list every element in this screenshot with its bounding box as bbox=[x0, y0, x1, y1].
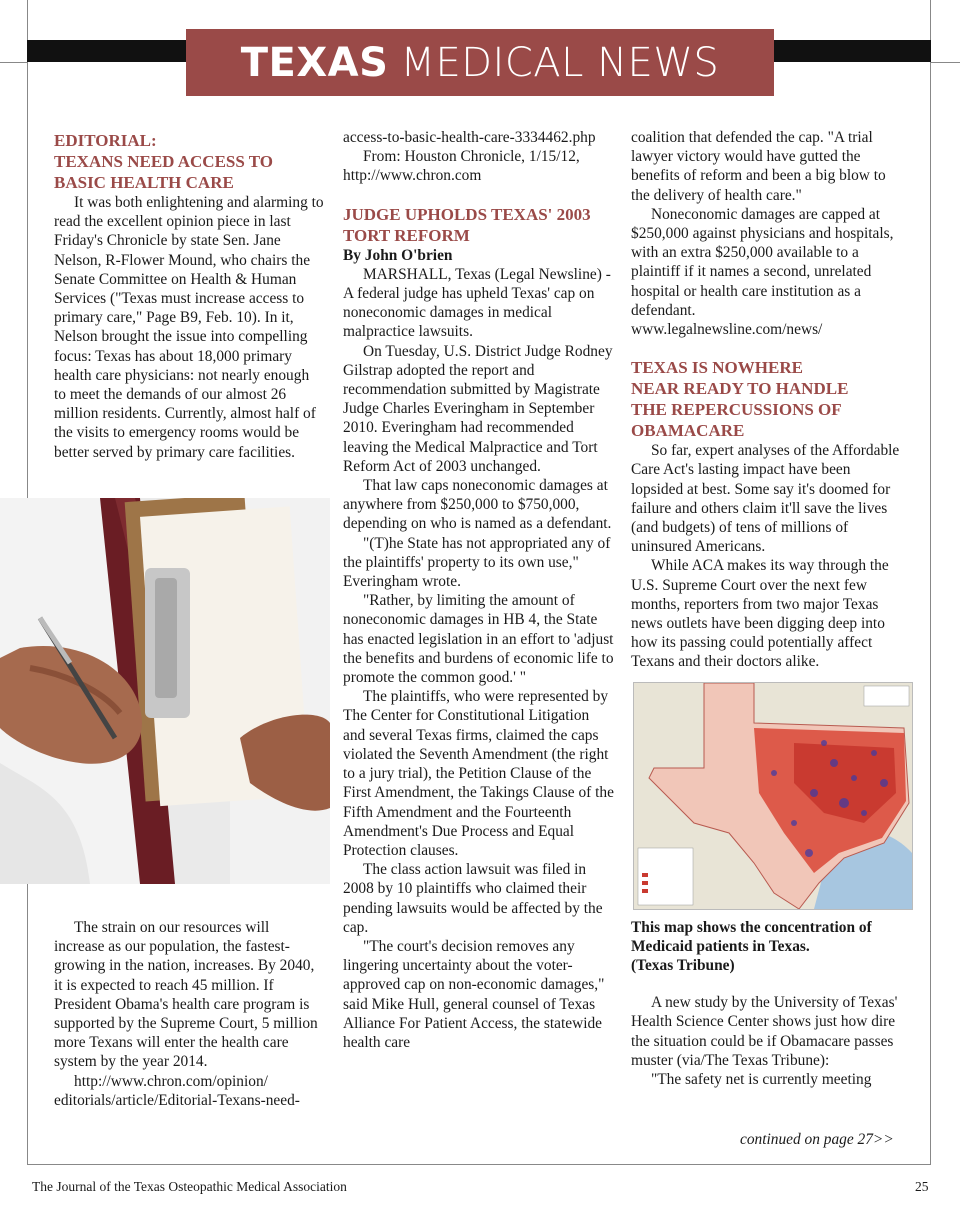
editorial-column-continued bbox=[54, 918, 322, 1110]
editorial-paragraph-1: It was both enlightening and alarming to read the excellent opinion piece in last Friday's Chronicle by state Sen. Jane Nelson, R-Flower Mound, who chairs the Senate Committee on Health & Human Services ("Texas must increase access to primary care," Page B9, Feb. 10). In it, Nelson brought the issue into compelling focus: Texas has about 18,000 primary health care physicians: not nearly enough to meet the demands of our almost 26 million residents. Currently, almost half of the visits to emergency rooms would be better served by primary care facilities. bbox=[54, 194, 324, 461]
frame-tick-right bbox=[931, 62, 960, 63]
judge-paragraph-6: The plaintiffs, who were represented by The Center for Constitutional Litigation and several Texas firms, claimed the caps violated the Seventh Amendment (the right to a jury trial), the Petition Clause of the First Amendment, the Takings Clause of the Fifth Amendment and the Fourteenth Amendment's Due Process and Equal Protection clauses. bbox=[343, 688, 614, 859]
obamacare-paragraph-1: So far, expert analyses of the Affordable Care Act's lasting impact have been lopsided at best. Some say it's doomed for failure and others claim it'll save the lives (and budgets) of tens of millions of uninsured Americans. bbox=[631, 442, 900, 556]
editorial-url-b[interactable]: editorials/article/Editorial-Texans-need- bbox=[54, 1091, 300, 1109]
judge-paragraph-8: "The court's decision removes any lingering uncertainty about the voter-approved cap on non-economic damages," said Mike Hull, general counsel of Texas Alliance For Patient Access, the statewide health care bbox=[343, 937, 605, 1051]
masthead bbox=[186, 29, 774, 96]
judge-paragraph-10: Noneconomic damages are capped at $250,000 against physicians and hospitals, with an extra $250,000 available to a plaintiff if it names a second, unrelated hospital or health care institution as a defendant. bbox=[631, 205, 894, 319]
frame-bottom-rule bbox=[27, 1164, 931, 1165]
editorial-source: From: Houston Chronicle, 1/15/12, bbox=[363, 148, 580, 166]
obamacare-heading-1: TEXAS IS NOWHERE bbox=[631, 358, 803, 378]
obamacare-column bbox=[631, 128, 906, 1089]
judge-paragraph-5: "Rather, by limiting the amount of noneconomic damages in HB 4, the State has enacted legislation in an effort to 'adjust the benefits and burdens of economic life to promote the common good.' " bbox=[343, 592, 614, 687]
frame-tick-left bbox=[0, 62, 27, 63]
editorial-heading-1: EDITORIAL: bbox=[54, 131, 157, 150]
editorial-paragraph-2: The strain on our resources will increase as our population, the fastest-growing in the nation, increases. By 2040, it is expected to reach 45 million. If President Obama's health care program is supported by the Supreme Court, 5 million more Texans will enter the health care system by the year 2014. bbox=[54, 919, 318, 1071]
judge-heading-1: JUDGE UPHOLDS TEXAS' 2003 bbox=[343, 204, 591, 224]
judge-paragraph-1: MARSHALL, Texas (Legal Newsline) - A federal judge has upheld Texas' cap on noneconomic damages in medical malpractice lawsuits. bbox=[343, 265, 611, 341]
editorial-source-url[interactable]: http://www.chron.com bbox=[343, 167, 482, 185]
editorial-column bbox=[54, 130, 324, 462]
page-number: 25 bbox=[915, 1179, 929, 1194]
masthead-bold: TEXAS bbox=[240, 39, 389, 86]
editorial-heading-3: BASIC HEALTH CARE bbox=[54, 173, 234, 192]
masthead-light: MEDICAL NEWS bbox=[400, 39, 720, 86]
judge-paragraph-9: coalition that defended the cap. "A trial lawyer victory would have gutted the benefits of reform and been a big blow to the delivery of health care." bbox=[631, 129, 886, 204]
frame-right-rule bbox=[930, 0, 931, 1165]
continued-note: continued on page 27>> bbox=[740, 1131, 894, 1148]
judge-column bbox=[343, 128, 615, 1052]
map-caption-2: Medicaid patients in Texas. bbox=[631, 937, 810, 955]
judge-paragraph-2: On Tuesday, U.S. District Judge Rodney Gilstrap adopted the report and recommendation submitted by Magistrate Judge Charles Everingham in September 2010. Everingham had recommended leaving the Medical Malpractice and Tort Reform Act of 2003 unchanged. bbox=[343, 342, 613, 475]
obamacare-paragraph-4: "The safety net is currently meeting bbox=[651, 1071, 872, 1089]
obamacare-heading-2: NEAR READY TO HANDLE bbox=[631, 379, 849, 399]
obamacare-paragraph-2: While ACA makes its way through the U.S. Supreme Court over the next few months, reporters from two major Texas news outlets have been digging deep into how its passing could potentially affect Texans and their doctors alike. bbox=[631, 557, 889, 671]
judge-paragraph-3: That law caps noneconomic damages at anywhere from $250,000 to $750,000, depending on who is named as a defendant. bbox=[343, 477, 612, 533]
judge-url[interactable]: www.legalnewsline.com/news/ bbox=[631, 321, 823, 339]
obamacare-paragraph-3: A new study by the University of Texas' Health Science Center shows just how dire the situation could be if Obamacare passes muster (via/The Texas Tribune): bbox=[631, 994, 898, 1069]
judge-paragraph-4: "(T)he State has not appropriated any of the plaintiffs' property to its own use," Everingham wrote. bbox=[343, 534, 611, 591]
judge-paragraph-7: The class action lawsuit was filed in 2008 by 10 plaintiffs who claimed their pending lawsuits would be affected by the cap. bbox=[343, 861, 603, 936]
editorial-url-c[interactable]: access-to-basic-health-care-3334462.php bbox=[343, 129, 596, 146]
obamacare-heading-4: OBAMACARE bbox=[631, 421, 745, 441]
editorial-url-a[interactable]: http://www.chron.com/opinion/ bbox=[74, 1072, 268, 1090]
obamacare-heading-3: THE REPERCUSSIONS OF bbox=[631, 400, 842, 420]
map-caption-1: This map shows the concentration of bbox=[631, 918, 872, 936]
texas-medicaid-map bbox=[633, 682, 913, 910]
judge-byline: By John O'brien bbox=[343, 246, 453, 264]
editorial-heading-2: TEXANS NEED ACCESS TO bbox=[54, 152, 274, 171]
map-caption-3: (Texas Tribune) bbox=[631, 957, 735, 975]
judge-heading-2: TORT REFORM bbox=[343, 225, 470, 245]
doctor-clipboard-photo bbox=[0, 498, 330, 884]
footer-journal-title: The Journal of the Texas Osteopathic Medical Association bbox=[32, 1179, 347, 1194]
